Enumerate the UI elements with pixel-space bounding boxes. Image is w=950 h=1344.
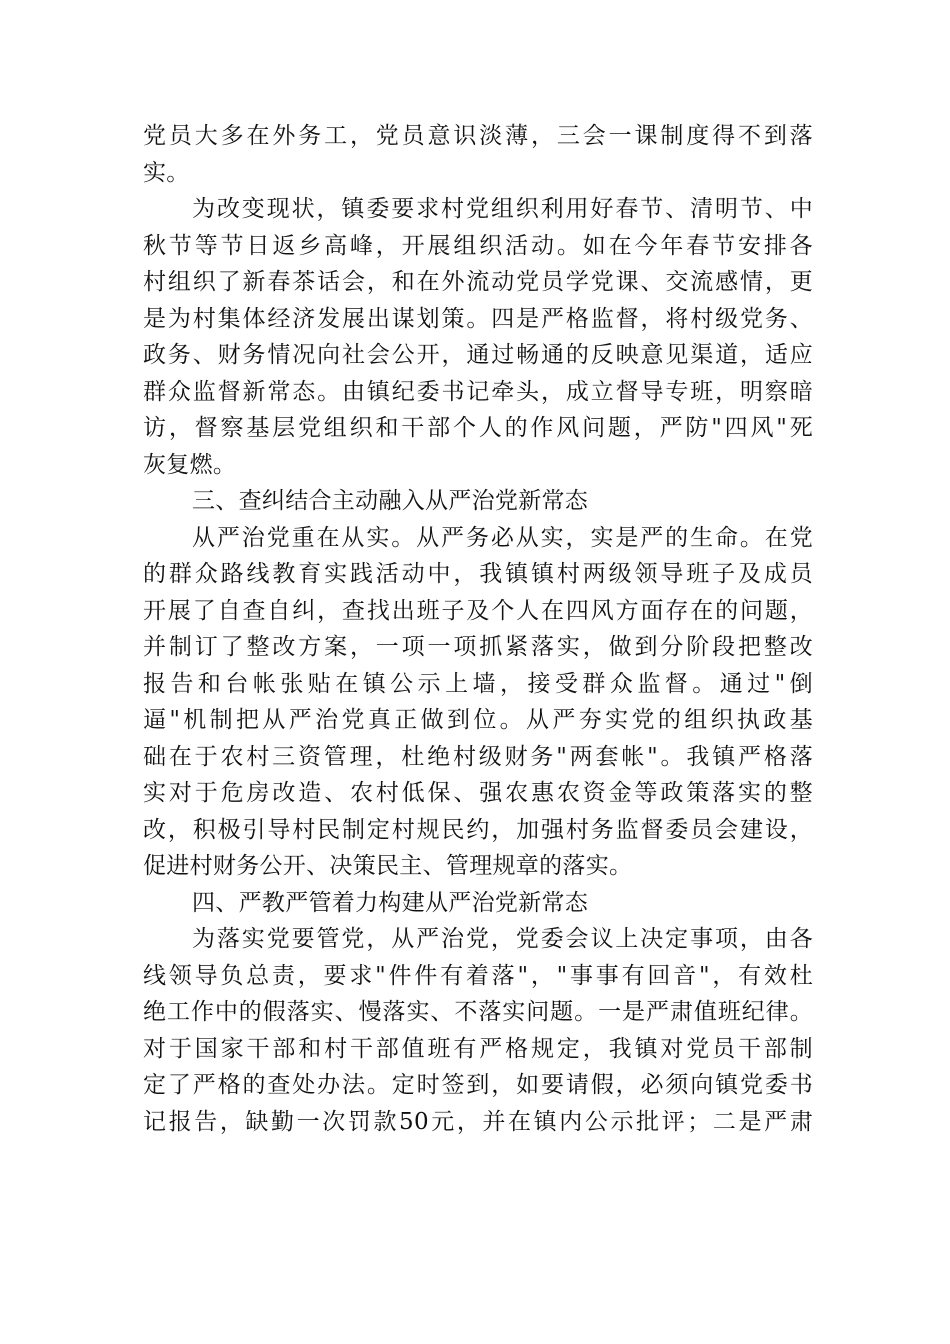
text-line: 逼"机制把从严治党真正做到位。从严夯实党的组织执政基 (143, 707, 813, 733)
text-line: 对于国家干部和村干部值班有严格规定，我镇对党员干部制 (143, 1035, 813, 1062)
text-line: 村组织了新春茶话会，和在外流动党员学党课、交流感情，更 (143, 269, 813, 295)
text-line: 的群众路线教育实践活动中，我镇镇村两级领导班子及成员 (143, 561, 813, 587)
text-line: 是为村集体经济发展出谋划策。四是严格监督，将村级党务、 (143, 305, 813, 332)
text-line: 础在于农村三资管理，杜绝村级财务"两套帐"。我镇严格落 (143, 743, 813, 770)
text-line: 绝工作中的假落实、慢落实、不落实问题。一是严肃值班纪律。 (143, 999, 813, 1025)
text-line: 政务、财务情况向社会公开，通过畅通的反映意见渠道，适应 (143, 342, 813, 368)
text-line: 三、查纠结合主动融入从严治党新常态 (192, 488, 589, 514)
document-body (143, 118, 813, 1140)
text-line: 开展了自查自纠，查找出班子及个人在四风方面存在的问题， (143, 597, 813, 624)
text-line: 从严治党重在从实。从严务必从实，实是严的生命。在党 (192, 524, 813, 551)
text-line: 实。 (143, 159, 190, 186)
text-line: 定了严格的查处办法。定时签到，如要请假，必须向镇党委书 (143, 1072, 813, 1098)
text-line: 灰复燃。 (143, 451, 237, 478)
text-line: 秋节等节日返乡高峰，开展组织活动。如在今年春节安排各 (143, 232, 813, 259)
text-line: 四、严教严管着力构建从严治党新常态 (192, 889, 589, 916)
text-line: 为改变现状，镇委要求村党组织利用好春节、清明节、中 (192, 196, 813, 222)
document-page (143, 118, 813, 1140)
text-line: 并制订了整改方案，一项一项抓紧落实，做到分阶段把整改 (143, 634, 813, 660)
text-line: 实对于危房改造、农村低保、强农惠农资金等政策落实的整 (143, 780, 813, 806)
text-line: 促进村财务公开、决策民主、管理规章的落实。 (143, 853, 633, 879)
text-line: 为落实党要管党，从严治党，党委会议上决定事项，由各 (192, 926, 813, 952)
text-line: 报告和台帐张贴在镇公示上墙，接受群众监督。通过"倒 (143, 670, 813, 697)
text-line: 线领导负总责，要求"件件有着落"，"事事有回音"，有效杜 (143, 962, 813, 989)
text-line: 党员大多在外务工，党员意识淡薄，三会一课制度得不到落 (143, 123, 813, 149)
text-line: 记报告，缺勤一次罚款50元，并在镇内公示批评；二是严肃 (143, 1108, 813, 1135)
text-line: 改，积极引导村民制定村规民约，加强村务监督委员会建设， (143, 816, 813, 843)
text-line: 访，督察基层党组织和干部个人的作风问题，严防"四风"死 (143, 415, 813, 441)
text-line: 群众监督新常态。由镇纪委书记牵头，成立督导专班，明察暗 (143, 378, 813, 405)
